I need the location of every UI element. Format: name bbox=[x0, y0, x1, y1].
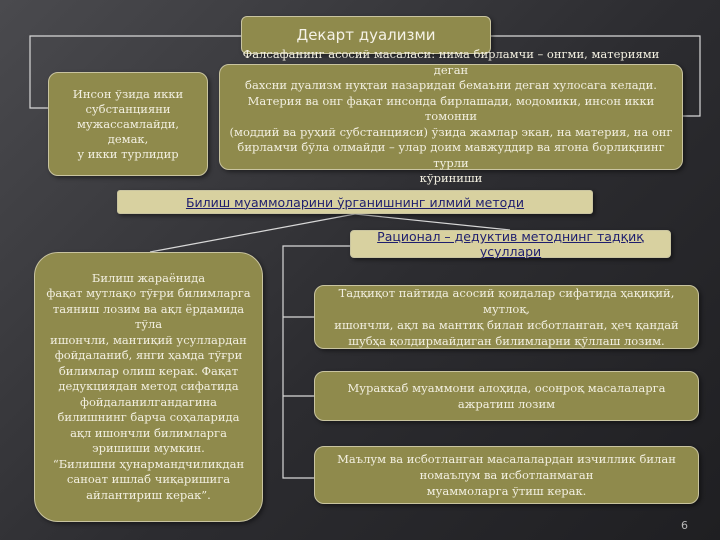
line: фақат мутлақо тўғри билимларга bbox=[46, 286, 251, 301]
connector-bar-rational bbox=[355, 214, 510, 230]
line: Маълум ва исботланган масалалардан изчиллик билан bbox=[337, 452, 676, 466]
line: Фалсафанинг асосий масаласи: нима бирламчи – онгми, материями деган bbox=[242, 47, 660, 77]
line: муаммоларга ўтиш керак. bbox=[426, 484, 587, 498]
line: “Билишни ҳунармандчиликдан bbox=[52, 456, 245, 471]
rational-deductive-bar bbox=[350, 230, 671, 258]
box-rule-known-to-unknown bbox=[314, 446, 699, 504]
line: ишончли, мантиқий усуллардан bbox=[50, 332, 247, 347]
box-cognition-process bbox=[34, 252, 263, 522]
box-rule-divide-problem bbox=[314, 371, 699, 421]
line: кўриниши bbox=[419, 171, 483, 186]
line: мужассамлайди, демак, bbox=[76, 116, 180, 146]
connector-trunk bbox=[283, 246, 350, 478]
line: Билиш жараёнида bbox=[91, 270, 206, 285]
line: Инсон ўзида икки bbox=[72, 86, 184, 101]
line: у икки турлидир bbox=[77, 146, 179, 161]
line: бахсни дуализм нуқтаи назаридан бемаъни деган хулосага келади. bbox=[245, 78, 657, 93]
line: эришиши мумкин. bbox=[92, 441, 205, 456]
line: фойдаланиб, янги ҳамда тўғри bbox=[54, 348, 243, 363]
line: ақл ишончли билимларга bbox=[70, 425, 227, 440]
line: дедукциядан метод сифатида bbox=[58, 379, 239, 394]
page-number: 6 bbox=[681, 519, 688, 532]
line: ажратиш лозим bbox=[457, 397, 556, 411]
line: ишончли, ақл ва мантиқ билан исботланган, ҳеч қандай bbox=[334, 318, 679, 332]
line: билимлар олиш керак. Фақат bbox=[58, 363, 239, 378]
line: саноат ишлаб чиқаришига bbox=[66, 472, 231, 487]
line: таяниш лозим ва ақл ёрдамида тўла bbox=[52, 301, 245, 332]
line: билишнинг барча соҳаларида bbox=[57, 410, 240, 425]
line: субстанцияни bbox=[85, 101, 171, 116]
box-rule-reliable-knowledge bbox=[314, 285, 699, 349]
line: айлантириш керак”. bbox=[86, 487, 211, 502]
line: шубҳа қолдирмайдиган билимларни қўллаш лозим. bbox=[348, 334, 665, 348]
box-philosophy-question bbox=[219, 47, 683, 186]
rational-deductive-text: Рационал – дедуктив методнинг тадқиқ усуллари bbox=[377, 229, 644, 259]
line: бирламчи бўла олмайди – улар доим мавжуддир ва ягона борлиқнинг турли bbox=[237, 140, 665, 170]
box-human-substance bbox=[48, 72, 208, 176]
line: номаълум ва исботланмаган bbox=[419, 468, 594, 482]
line: Тадқиқот пайтида асосий қоидалар сифатида ҳақиқий, мутлоқ, bbox=[338, 286, 675, 316]
line: Мураккаб муаммони алоҳида, осонроқ масалаларга bbox=[347, 381, 666, 395]
line: фойдаланилгандагина bbox=[79, 394, 218, 409]
line: (моддий ва руҳий субстанцияси) ўзида жамлар экан, на материя, на онг bbox=[229, 124, 673, 139]
line: Материя ва онг фақат инсонда бирлашади, модомики, инсон икки томонни bbox=[247, 93, 655, 124]
scientific-method-bar bbox=[117, 190, 593, 214]
title-text: Декарт дуализми bbox=[296, 26, 436, 44]
scientific-method-text: Билиш муаммоларини ўрганишнинг илмий методи bbox=[185, 194, 525, 210]
